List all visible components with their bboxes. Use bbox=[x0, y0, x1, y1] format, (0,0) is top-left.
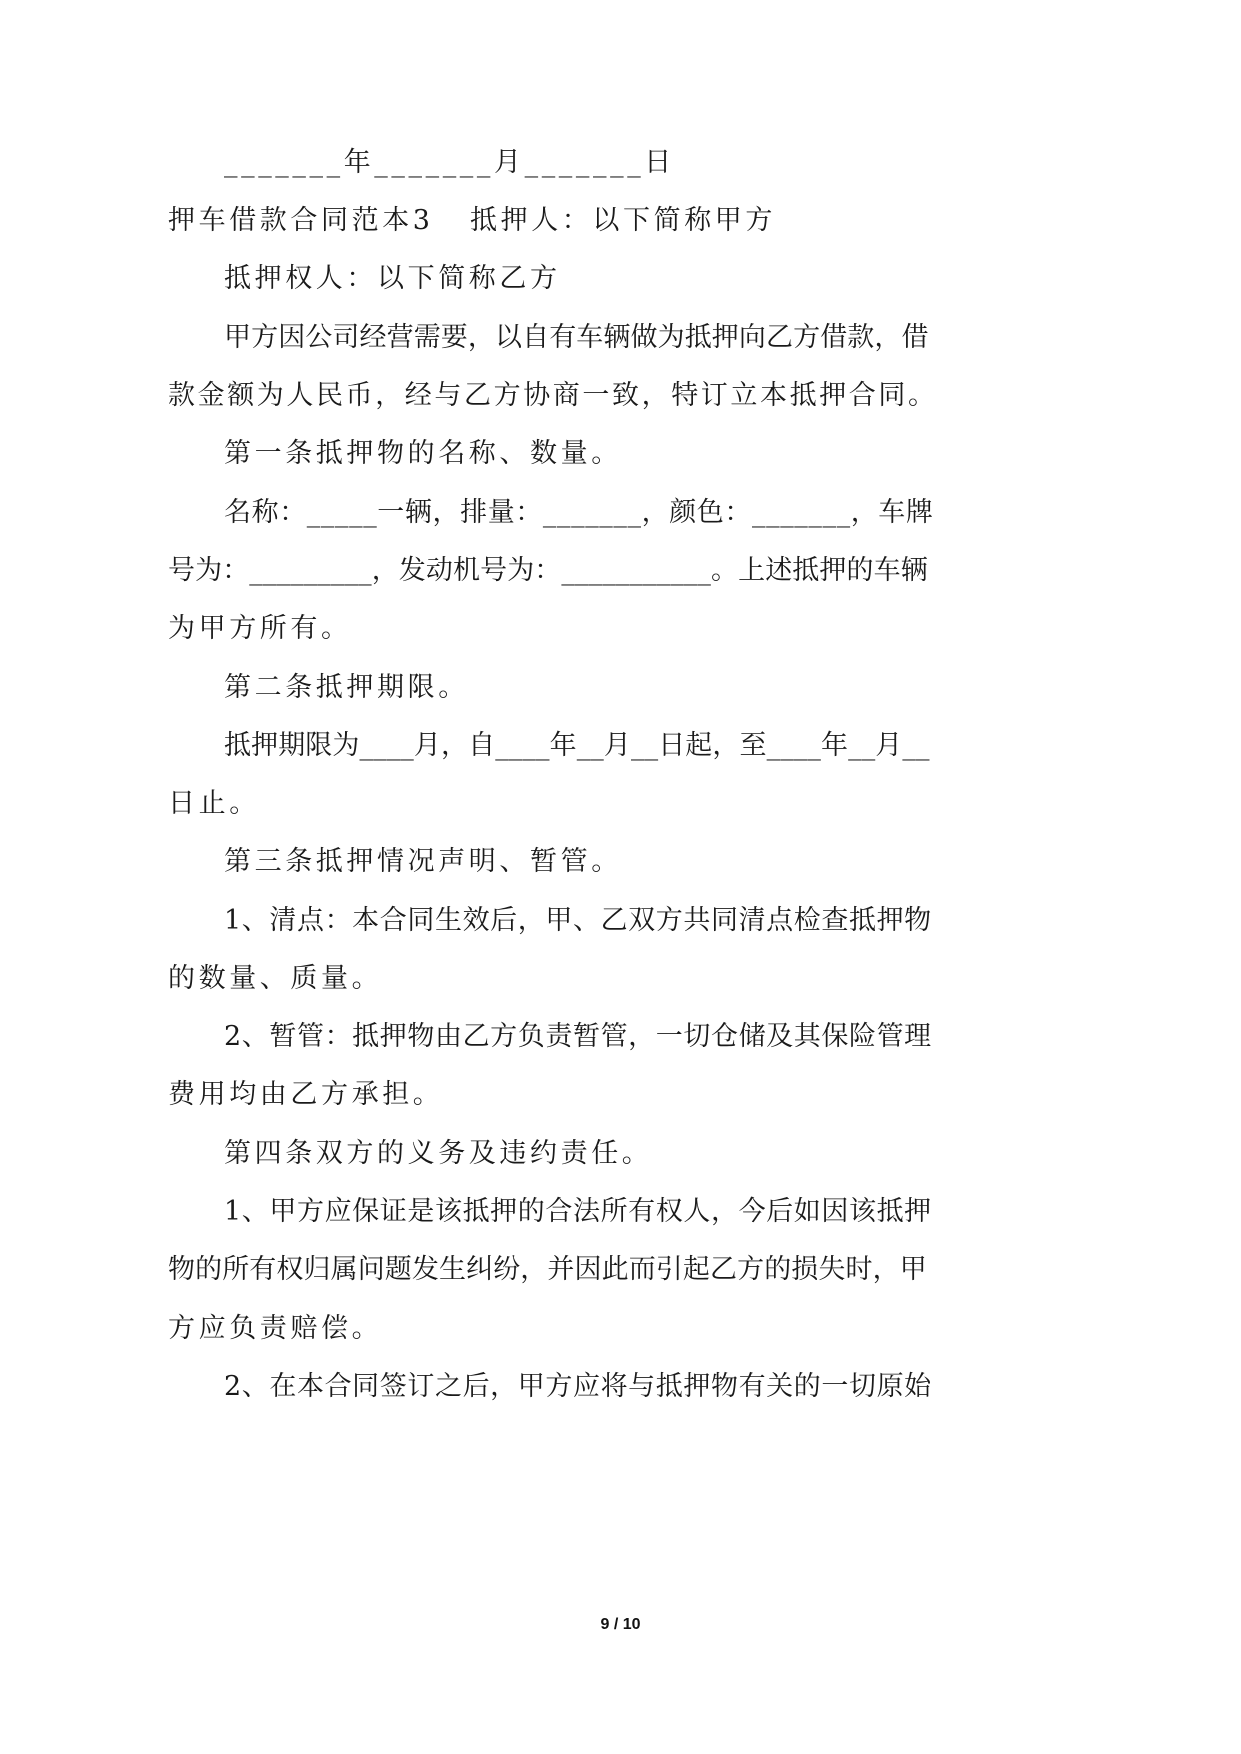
paragraph bbox=[0, 1017, 1241, 1057]
paragraph bbox=[0, 1367, 1241, 1407]
paragraph-line: 日止。 bbox=[168, 788, 260, 819]
paragraph-line: 第四条双方的义务及违约责任。 bbox=[224, 1138, 653, 1169]
paragraph bbox=[0, 784, 1241, 824]
paragraph bbox=[0, 493, 1241, 533]
paragraph-line: 第一条抵押物的名称、数量。 bbox=[224, 438, 622, 469]
paragraph-line: 名称：_____一辆，排量：_______，颜色：_______，车牌 bbox=[224, 497, 934, 528]
paragraph-line: 费用均由乙方承担。 bbox=[168, 1079, 444, 1110]
paragraph-line: 2、暂管：抵押物由乙方负责暂管，一切仓储及其保险管理 bbox=[224, 1021, 932, 1052]
paragraph bbox=[0, 1309, 1241, 1349]
paragraph-line: 2、在本合同签订之后，甲方应将与抵押物有关的一切原始 bbox=[224, 1371, 932, 1402]
paragraph bbox=[0, 726, 1241, 766]
paragraph-line: 1、清点：本合同生效后，甲、乙双方共同清点检查抵押物 bbox=[224, 905, 932, 936]
paragraph bbox=[0, 901, 1241, 941]
page-number: 9 / 10 bbox=[600, 1616, 641, 1633]
paragraph-line: 第三条抵押情况声明、暂管。 bbox=[224, 846, 622, 877]
paragraph bbox=[0, 376, 1241, 416]
paragraph bbox=[0, 1075, 1241, 1115]
paragraph-line: 方应负责赔偿。 bbox=[168, 1313, 383, 1344]
paragraph-line: 抵押人：以下简称甲方 bbox=[470, 205, 776, 236]
paragraph-line: 的数量、质量。 bbox=[168, 963, 383, 994]
paragraph-line: 1、甲方应保证是该抵押的合法所有权人，今后如因该抵押 bbox=[224, 1196, 932, 1227]
paragraph-line: _______年_______月_______日 bbox=[224, 147, 675, 178]
paragraph bbox=[0, 1250, 1241, 1290]
clause-heading bbox=[0, 434, 1241, 474]
paragraph-line: 第二条抵押期限。 bbox=[224, 672, 469, 703]
paragraph bbox=[0, 318, 1241, 358]
clause-heading bbox=[0, 842, 1241, 882]
document-title: 押车借款合同范本3 bbox=[168, 205, 434, 236]
paragraph-line: 抵押期限为____月，自____年__月__日起，至____年__月__ bbox=[224, 730, 930, 761]
paragraph-line: 为甲方所有。 bbox=[168, 613, 352, 644]
clause-heading bbox=[0, 1134, 1241, 1174]
paragraph bbox=[0, 959, 1241, 999]
paragraph-line: 物的所有权归属问题发生纠纷，并因此而引起乙方的损失时，甲 bbox=[168, 1254, 927, 1285]
paragraph bbox=[0, 1192, 1241, 1232]
date-line bbox=[0, 143, 1241, 183]
paragraph bbox=[0, 551, 1241, 591]
clause-heading bbox=[0, 668, 1241, 708]
paragraph bbox=[0, 259, 1241, 299]
paragraph-line: 抵押权人：以下简称乙方 bbox=[224, 263, 561, 294]
paragraph-line: 号为：_________，发动机号为：___________。上述抵押的车辆 bbox=[168, 555, 928, 586]
title-line bbox=[0, 201, 1241, 241]
paragraph bbox=[0, 609, 1241, 649]
paragraph-line: 甲方因公司经营需要，以自有车辆做为抵押向乙方借款，借 bbox=[224, 322, 929, 353]
paragraph-line: 款金额为人民币，经与乙方协商一致，特订立本抵押合同。 bbox=[168, 380, 938, 411]
